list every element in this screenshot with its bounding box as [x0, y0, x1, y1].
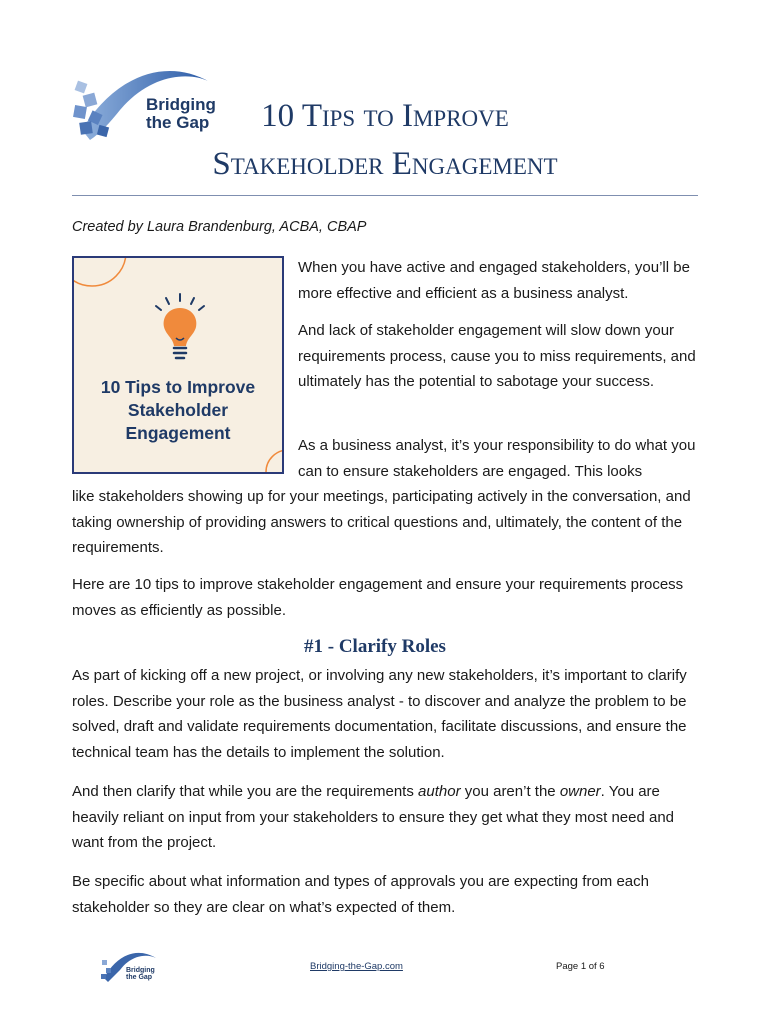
- author-byline: Created by Laura Brandenburg, ACBA, CBAP: [72, 219, 367, 235]
- svg-text:Bridging: Bridging: [126, 967, 155, 974]
- text-span: you aren’t the: [460, 783, 560, 800]
- section-heading-clarify-roles: #1 - Clarify Roles: [304, 636, 446, 657]
- footer-website-link[interactable]: Bridging-the-Gap.com: [310, 961, 403, 972]
- section1-paragraph-3: Be specific about what information and types of approvals you are expecting from each stakeholder so they are clear on what’s expected of them.: [72, 873, 649, 916]
- card-title: [74, 376, 282, 445]
- page-title-line2: Stakeholder Engagement: [212, 146, 558, 182]
- text-span: And then clarify that while you are the requirements: [72, 783, 419, 800]
- intro-paragraph-1: When you have active and engaged stakeholders, you’ll be more effective and efficient as a business analyst.: [298, 259, 690, 302]
- card-title-line3: Engagement: [125, 423, 231, 443]
- page-number: Page 1 of 6: [556, 961, 605, 972]
- section1-paragraph-1: As part of kicking off a new project, or involving any new stakeholders, it’s important to clarify roles. Describe your role as the business analyst - to discover and analyze the problem to be solved, draft and validate requirements documentation, facilitate discussions, and ensure the technical team has the details to implement the solution.: [72, 667, 687, 761]
- lightbulb-icon: [150, 292, 210, 372]
- intro-paragraph-2: And lack of stakeholder engagement will slow down your requirements process, cause you to miss requirements, and ultimately has the potential to sabotage your success.: [298, 322, 696, 390]
- emphasis-author: author: [418, 783, 461, 800]
- intro-paragraph-3b: like stakeholders showing up for your meetings, participating actively in the conversation, and taking ownership of providing answers to critical questions and, ultimately, the content of the requirements.: [72, 488, 691, 556]
- logo-text-line2: the Gap: [146, 113, 210, 132]
- feature-image-card: [72, 256, 284, 474]
- card-title-line1: 10 Tips to Improve: [100, 377, 256, 397]
- svg-text:the Gap: the Gap: [126, 974, 153, 981]
- emphasis-owner: owner: [559, 783, 601, 800]
- section1-paragraph-2: [72, 779, 702, 856]
- card-title-line2: Stakeholder: [127, 400, 229, 420]
- logo-text-line1: Bridging: [146, 95, 216, 114]
- page-title-line1: 10 Tips to Improve: [261, 98, 509, 134]
- intro-paragraph-4: Here are 10 tips to improve stakeholder engagement and ensure your requirements process moves as efficiently as possible.: [72, 576, 684, 619]
- title-divider: [72, 195, 698, 196]
- footer-logo-icon: [100, 948, 160, 984]
- intro-paragraph-3a: As a business analyst, it’s your responsibility to do what you can to ensure stakeholders are engaged. This looks: [298, 437, 696, 480]
- text-span: . You are heavily reliant on input from your stakeholders to ensure they get what they most need and want from the project.: [72, 783, 675, 851]
